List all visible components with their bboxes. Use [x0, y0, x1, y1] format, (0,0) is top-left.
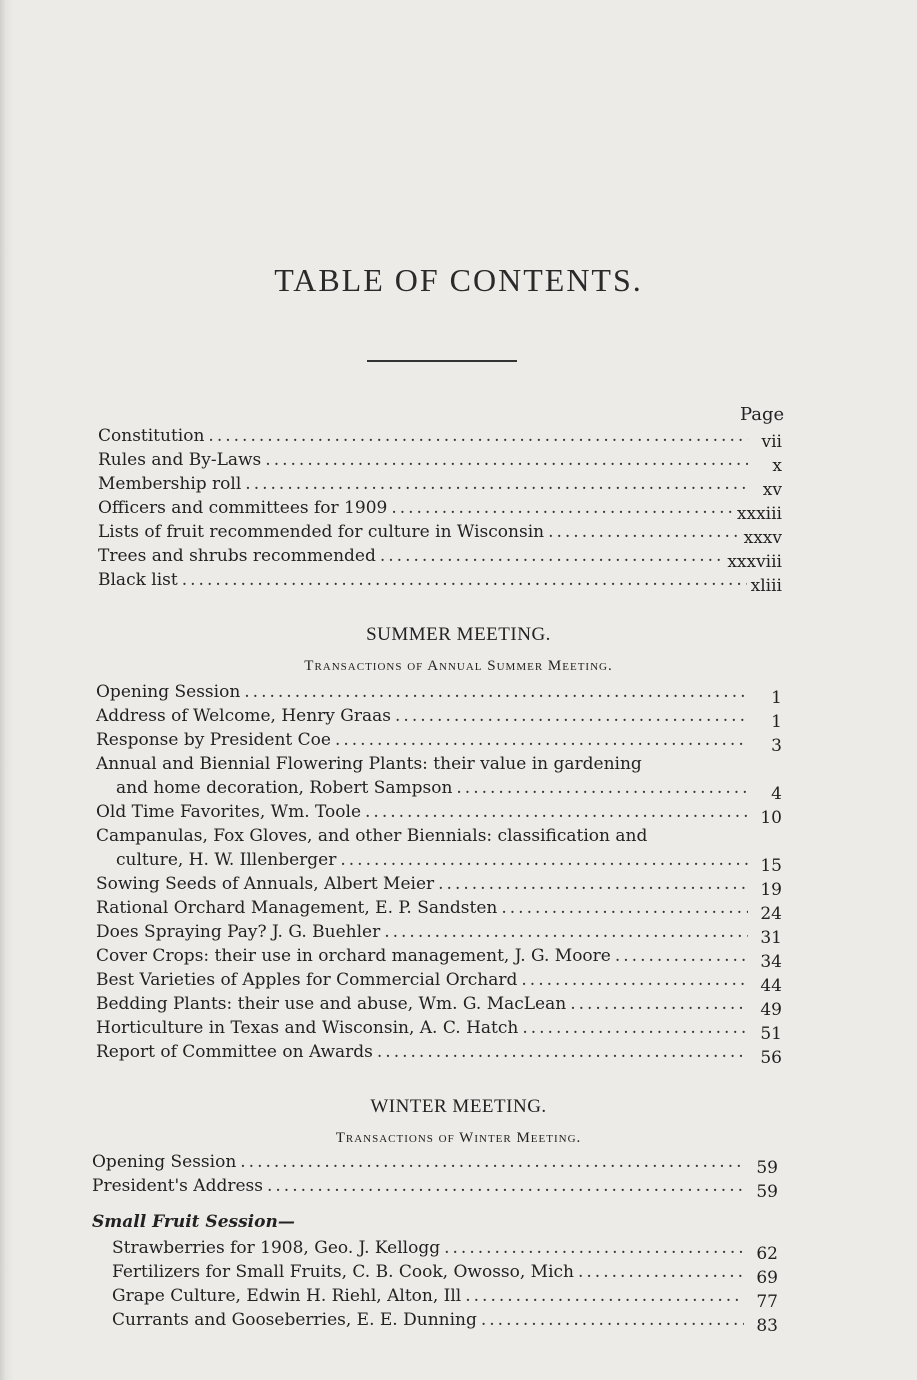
toc-entry [98, 424, 782, 452]
toc-entry [92, 1150, 778, 1178]
page-number: 34 [760, 952, 782, 972]
toc-entry [98, 520, 782, 548]
leader-dots [578, 1260, 744, 1284]
page-number: 59 [756, 1182, 778, 1202]
toc-entry [116, 848, 782, 876]
toc-entry [96, 896, 782, 924]
page-number: 56 [760, 1048, 782, 1068]
toc-entry [96, 920, 782, 948]
entry-title: Best Varieties of Apples for Commercial Orchard [96, 970, 518, 990]
entry-title: Rules and By-Laws [98, 450, 262, 470]
toc-entry [96, 1040, 782, 1068]
page-number: 15 [760, 856, 782, 876]
entry-title: President's Address [92, 1176, 263, 1196]
toc-entry [98, 544, 782, 572]
entry-title: Lists of fruit recommended for culture in Wisconsin [98, 522, 545, 542]
title-rule [367, 360, 517, 362]
toc-entry [98, 496, 782, 524]
entry-title: Opening Session [96, 682, 241, 702]
leader-dots [481, 1308, 744, 1332]
page-number: 51 [760, 1024, 782, 1044]
subsection-heading: Small Fruit Session— [92, 1212, 295, 1232]
page-number: xxxviii [727, 552, 782, 572]
page-number: 1 [771, 688, 782, 708]
entry-title: Constitution [98, 426, 205, 446]
leader-dots [265, 448, 748, 472]
leader-dots [267, 1174, 744, 1198]
toc-entry [98, 568, 782, 596]
entry-title: Officers and committees for 1909 [98, 498, 388, 518]
entry-title: Black list [98, 570, 178, 590]
page-number: xxxv [743, 528, 782, 548]
section-heading: WINTER MEETING. [370, 1096, 547, 1117]
entry-title: Report of Committee on Awards [96, 1042, 373, 1062]
leader-dots [340, 848, 748, 872]
entry-title: Membership roll [98, 474, 242, 494]
leader-dots [182, 568, 747, 592]
leader-dots [365, 800, 748, 824]
page-number: 3 [771, 736, 782, 756]
leader-dots [444, 1236, 744, 1260]
leader-dots [465, 1284, 744, 1308]
leader-dots [456, 776, 748, 800]
page-number: vii [761, 432, 782, 452]
page-number: 62 [756, 1244, 778, 1264]
entry-title: Fertilizers for Small Fruits, C. B. Cook, Owosso, Mich [112, 1262, 574, 1282]
leader-dots [391, 496, 733, 520]
entry-title: Strawberries for 1908, Geo. J. Kellogg [112, 1238, 441, 1258]
toc-entry [96, 944, 782, 972]
entry-title: Trees and shrubs recommended [98, 546, 376, 566]
section-subheading: Transactions of Annual Summer Meeting. [304, 658, 613, 674]
page-number: 1 [771, 712, 782, 732]
section-subheading: Transactions of Winter Meeting. [335, 1130, 582, 1146]
leader-dots [245, 472, 748, 496]
toc-entry [96, 680, 782, 708]
page-number: 59 [756, 1158, 778, 1178]
toc-entry [116, 776, 782, 804]
entry-title: Campanulas, Fox Gloves, and other Biennials: classification and [96, 826, 648, 846]
entry-title: and home decoration, Robert Sampson [116, 778, 453, 798]
entry-title: Sowing Seeds of Annuals, Albert Meier [96, 874, 435, 894]
page-number: 4 [771, 784, 782, 804]
entry-title: Does Spraying Pay? J. G. Buehler [96, 922, 381, 942]
section-heading: SUMMER MEETING. [366, 624, 551, 645]
page-number: 31 [760, 928, 782, 948]
page-number: xxxiii [736, 504, 782, 524]
toc-entry [96, 872, 782, 900]
leader-dots [395, 704, 748, 728]
page-title: TABLE OF CONTENTS. [274, 262, 643, 298]
leader-dots [244, 680, 748, 704]
leader-dots [501, 896, 748, 920]
toc-entry [112, 1284, 778, 1312]
entry-title: Bedding Plants: their use and abuse, Wm. G. MacLean [96, 994, 567, 1014]
entry-title: culture, H. W. Illenberger [116, 850, 337, 870]
page-number: 83 [756, 1316, 778, 1336]
page-number: 77 [756, 1292, 778, 1312]
page-number: 44 [760, 976, 782, 996]
leader-dots [615, 944, 748, 968]
entry-title: Cover Crops: their use in orchard management, J. G. Moore [96, 946, 611, 966]
page-number: 69 [756, 1268, 778, 1288]
toc-entry [98, 472, 782, 500]
entry-title: Horticulture in Texas and Wisconsin, A. C. Hatch [96, 1018, 519, 1038]
leader-dots [208, 424, 748, 448]
leader-dots [522, 1016, 748, 1040]
leader-dots [240, 1150, 744, 1174]
leader-dots [438, 872, 748, 896]
entry-title: Grape Culture, Edwin H. Riehl, Alton, Ill [112, 1286, 462, 1306]
page-number: x [772, 456, 782, 476]
page-number: 19 [760, 880, 782, 900]
leader-dots [570, 992, 748, 1016]
toc-entry [112, 1260, 778, 1288]
toc-entry [92, 1174, 778, 1202]
toc-entry [98, 448, 782, 476]
entry-title: Annual and Biennial Flowering Plants: their value in gardening [96, 754, 642, 774]
leader-dots [335, 728, 748, 752]
toc-entry [96, 800, 782, 828]
toc-entry [112, 1236, 778, 1264]
entry-title: Rational Orchard Management, E. P. Sandsten [96, 898, 498, 918]
toc-entry [112, 1308, 778, 1336]
page-column-header: Page [740, 404, 785, 425]
entry-title: Response by President Coe [96, 730, 331, 750]
leader-dots [377, 1040, 748, 1064]
entry-title: Opening Session [92, 1152, 237, 1172]
toc-entry [96, 968, 782, 996]
leader-dots [384, 920, 748, 944]
leader-dots [521, 968, 748, 992]
toc-entry [96, 704, 782, 732]
entry-title: Address of Welcome, Henry Graas [96, 706, 392, 726]
leader-dots [548, 520, 740, 544]
leader-dots [380, 544, 723, 568]
toc-entry [96, 992, 782, 1020]
page-number: xv [762, 480, 782, 500]
entry-title: Currants and Gooseberries, E. E. Dunning [112, 1310, 477, 1330]
page-number: 49 [760, 1000, 782, 1020]
page-number: xliii [750, 576, 782, 596]
page-number: 24 [760, 904, 782, 924]
entry-title: Old Time Favorites, Wm. Toole [96, 802, 362, 822]
page-number: 10 [760, 808, 782, 828]
toc-entry [96, 728, 782, 756]
toc-entry [96, 1016, 782, 1044]
